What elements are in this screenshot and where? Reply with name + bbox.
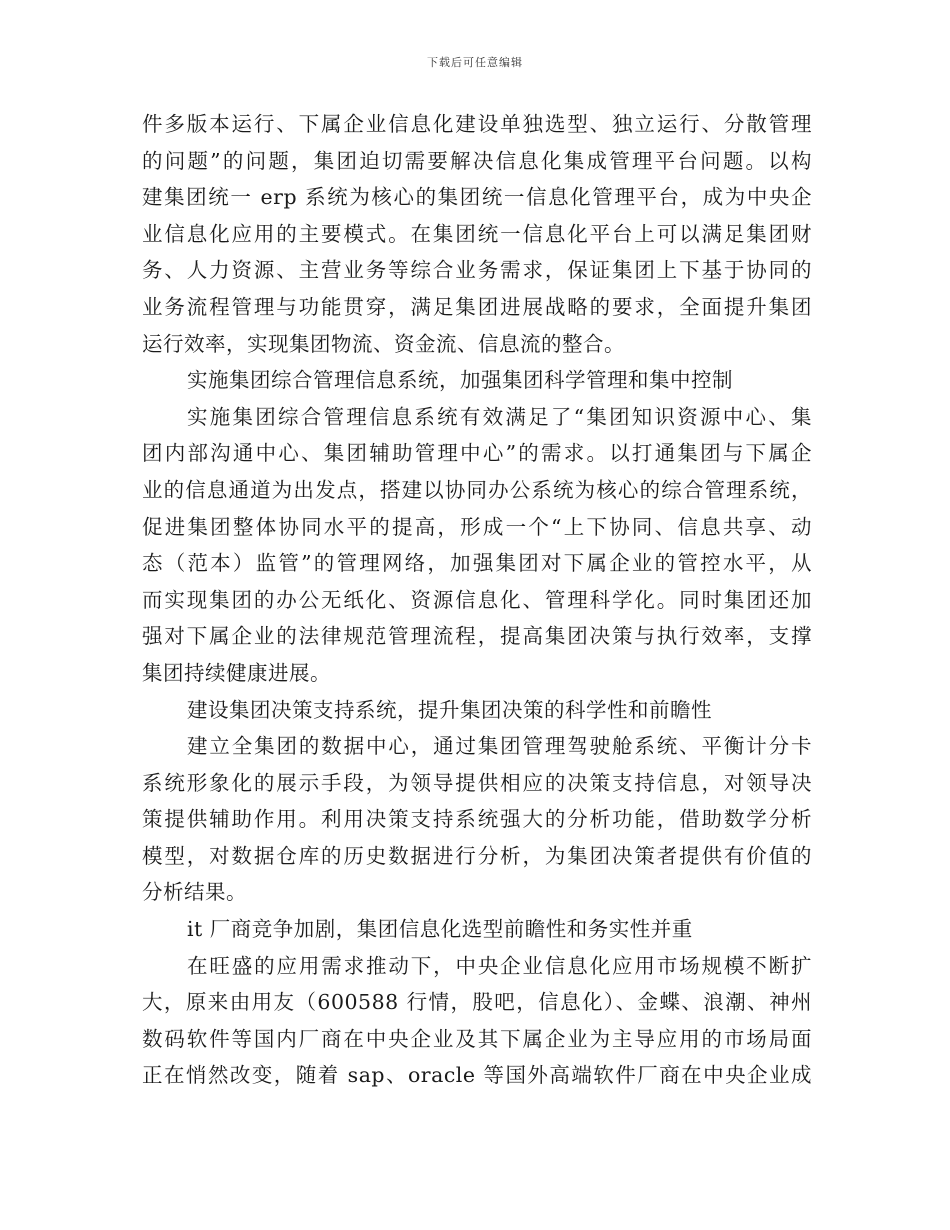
text-line: 分析结果。: [142, 880, 247, 905]
text-line: 而实现集团的办公无纸化、资源信息化、管理科学化。同时集团还加: [142, 587, 812, 612]
page-header: 下载后可任意编辑: [427, 56, 523, 69]
text-line: 件多版本运行、下属企业信息化建设单独选型、独立运行、分散管理: [142, 112, 812, 136]
text-line: 正在悄然改变，随着 sap、oracle 等国外高端软件厂商在中央企业成: [142, 1063, 812, 1088]
text-line: 运行效率，实现集团物流、资金流、信息流的整合。: [142, 331, 625, 356]
text-line: 大，原来由用友（600588 行情，股吧，信息化）、金蝶、浪潮、神州: [142, 990, 812, 1015]
text-line: 业的信息通道为出发点，搭建以协同办公系统为核心的综合管理系统，: [142, 477, 812, 502]
section-heading: 实施集团综合管理信息系统，加强集团科学管理和集中控制: [187, 368, 733, 393]
text-line: 在旺盛的应用需求推动下，中央企业信息化应用市场规模不断扩: [187, 953, 812, 978]
document-body: [142, 106, 812, 1094]
text-line: 业信息化应用的主要模式。在集团统一信息化平台上可以满足集团财: [142, 221, 812, 246]
text-line: 强对下属企业的法律规范管理流程，提高集团决策与执行效率，支撑: [142, 624, 812, 649]
text-line: 建立全集团的数据中心，通过集团管理驾驶舱系统、平衡计分卡: [187, 734, 812, 759]
text-line: 的问题”的问题，集团迫切需要解决信息化集成管理平台问题。以构: [142, 148, 812, 173]
text-line: 促进集团整体协同水平的提高，形成一个“上下协同、信息共享、动: [142, 514, 812, 539]
text-line: 系统形象化的展示手段，为领导提供相应的决策支持信息，对领导决: [142, 770, 812, 795]
text-line: 务、人力资源、主营业务等综合业务需求，保证集团上下基于协同的: [142, 258, 812, 283]
text-line: 团内部沟通中心、集团辅助管理中心”的需求。以打通集团与下属企: [142, 441, 812, 466]
text-line: 态（范本）监管”的管理网络，加强集团对下属企业的管控水平，从: [142, 551, 812, 576]
text-line: 建集团统一 erp 系统为核心的集团统一信息化管理平台，成为中央企: [142, 185, 812, 210]
text-line: 数码软件等国内厂商在中央企业及其下属企业为主导应用的市场局面: [142, 1026, 812, 1051]
text-line: 集团持续健康进展。: [142, 660, 331, 685]
text-line: 业务流程管理与功能贯穿，满足集团进展战略的要求，全面提升集团: [142, 294, 812, 319]
text-line: 实施集团综合管理信息系统有效满足了“集团知识资源中心、集: [187, 404, 812, 429]
section-heading: it 厂商竞争加剧，集团信息化选型前瞻性和务实性并重: [187, 917, 693, 942]
text-line: 策提供辅助作用。利用决策支持系统强大的分析功能，借助数学分析: [142, 807, 812, 832]
section-heading: 建设集团决策支持系统，提升集团决策的科学性和前瞻性: [187, 697, 712, 722]
text-line: 模型，对数据仓库的历史数据进行分析，为集团决策者提供有价值的: [142, 843, 812, 868]
